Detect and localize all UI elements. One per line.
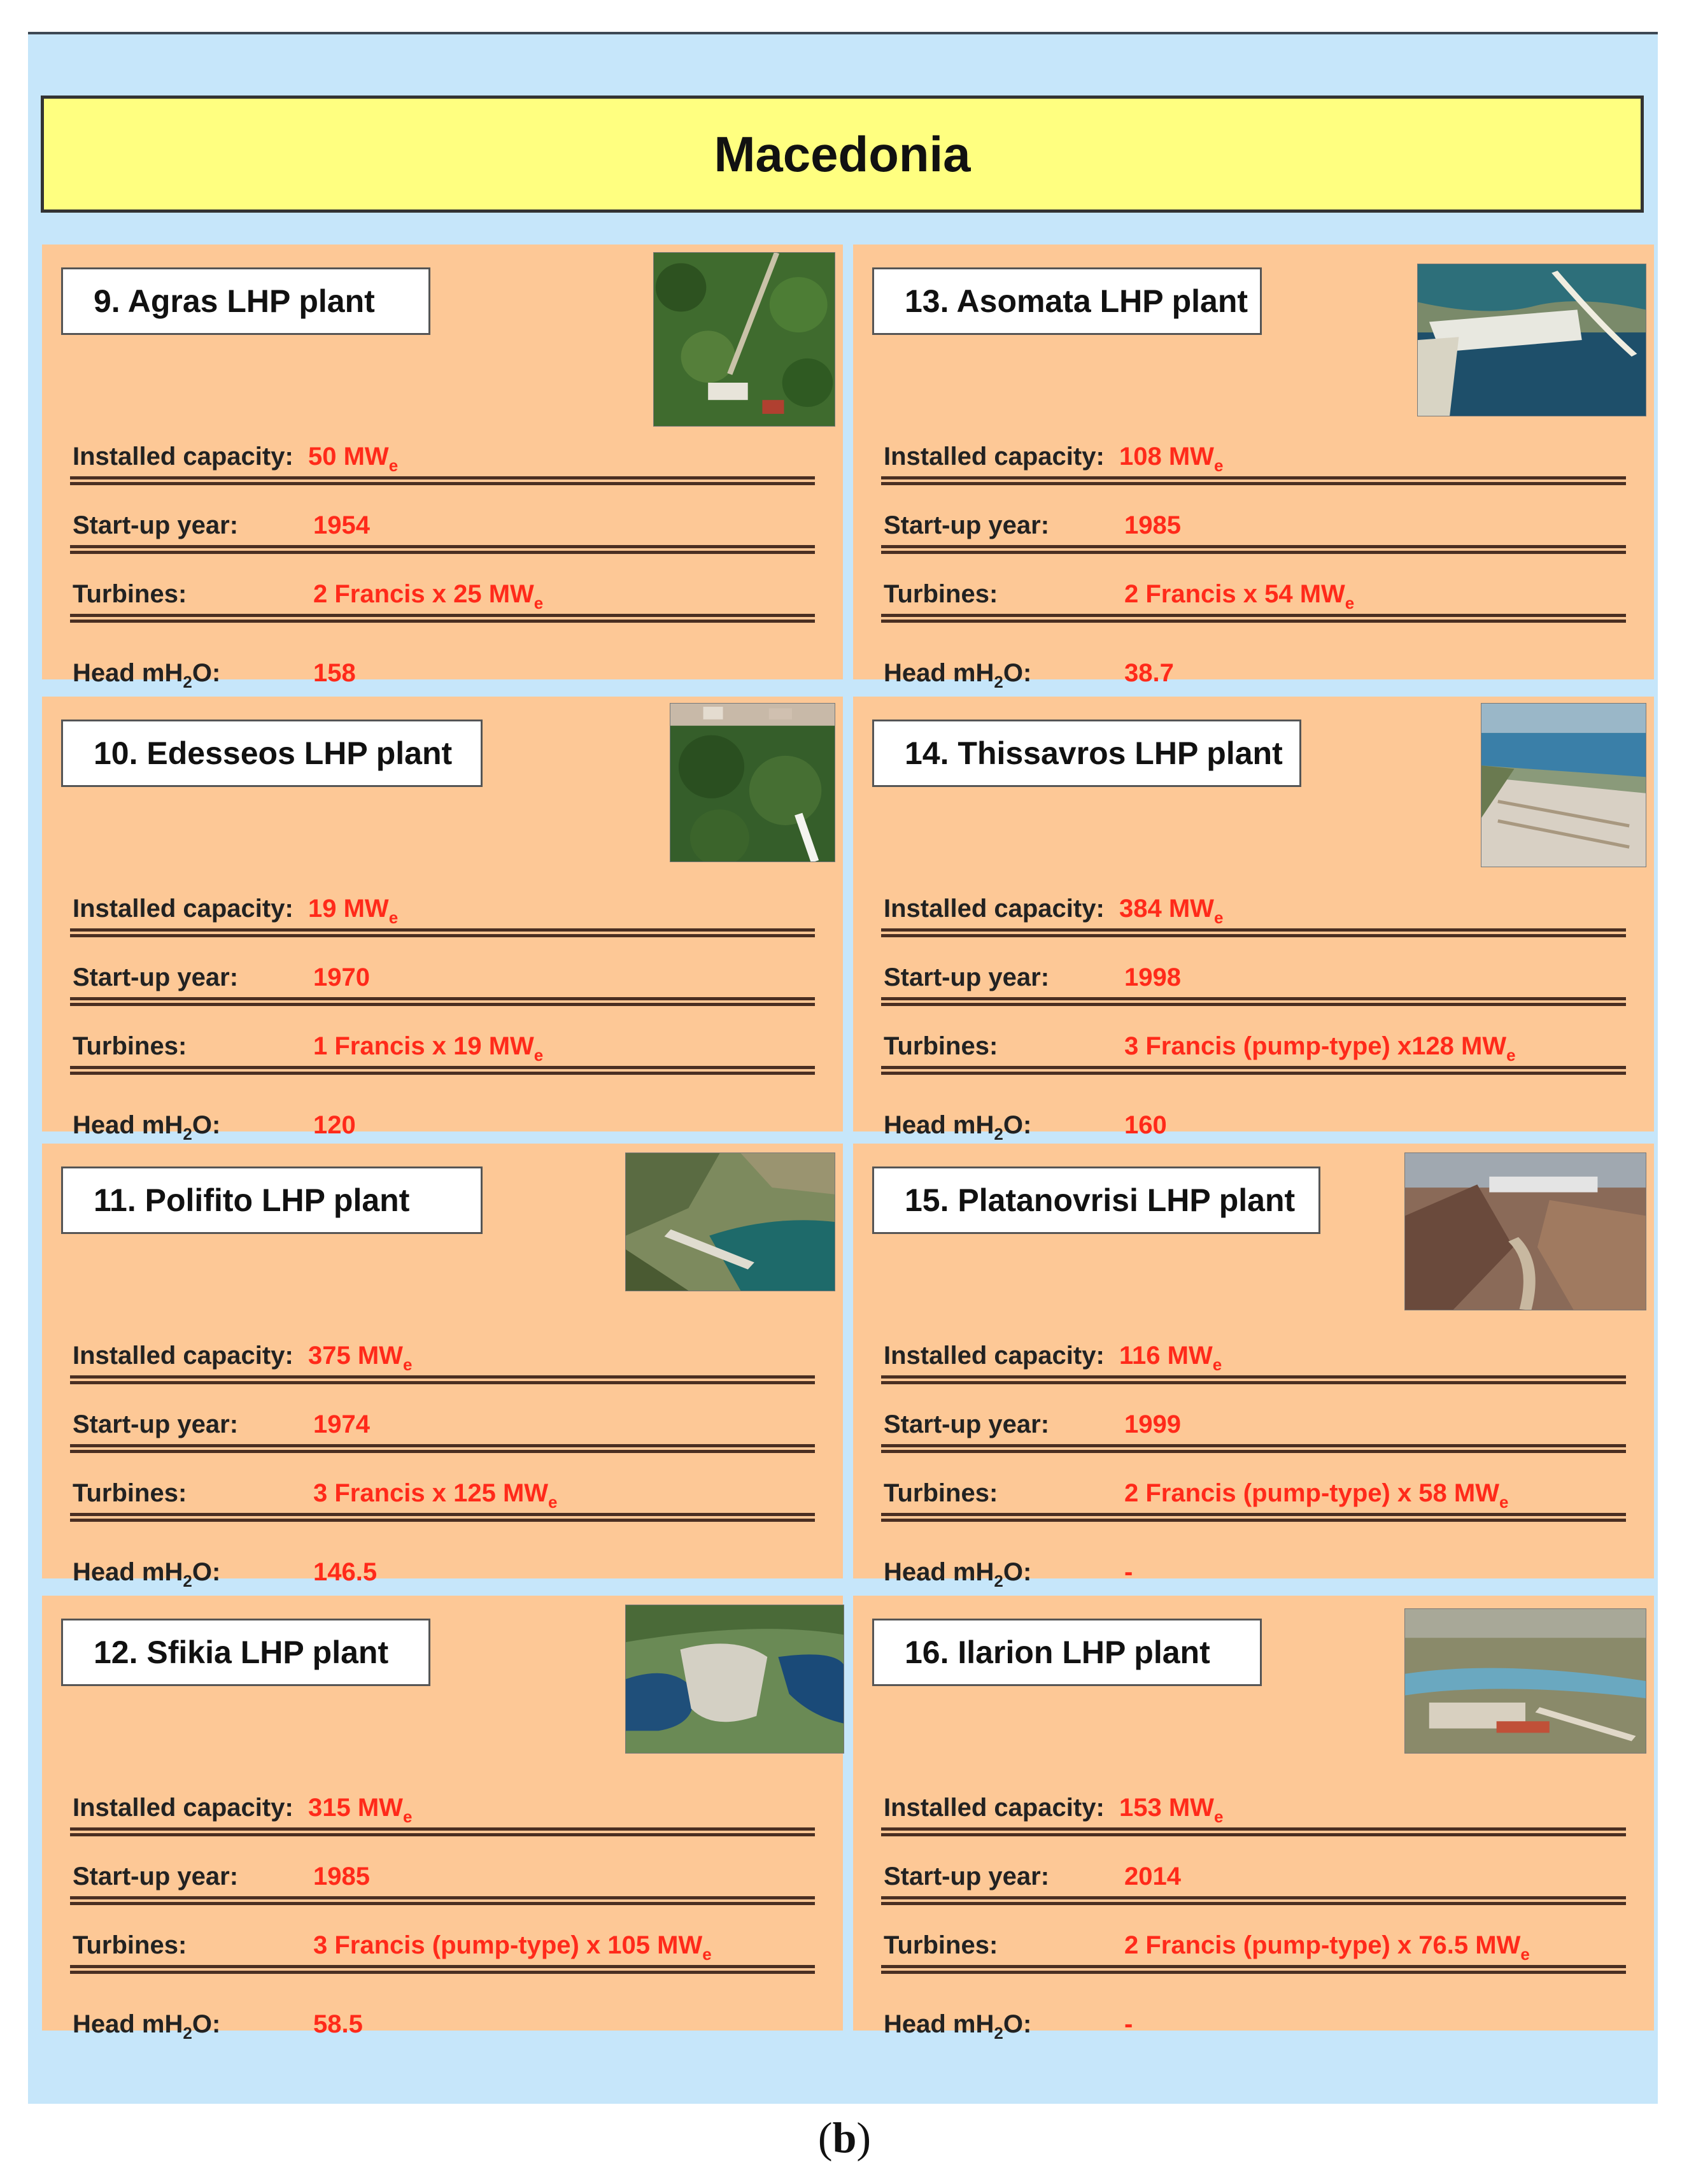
plant-title: 14. Thissavros LHP plant bbox=[872, 720, 1301, 787]
capacity-label: Installed capacity: bbox=[884, 1342, 1105, 1370]
year-label: Start-up year: bbox=[884, 511, 1050, 539]
turbines-value: 3 Francis (pump-type) x 105 $MW_e$ bbox=[313, 1931, 712, 1964]
capacity-row bbox=[70, 869, 815, 937]
capacity-label: Installed capacity: bbox=[73, 895, 293, 923]
year-row bbox=[70, 485, 815, 554]
head-value: 146.5 bbox=[313, 1558, 378, 1586]
year-label: Start-up year: bbox=[884, 963, 1050, 991]
turbines-label: Turbines: bbox=[884, 1032, 998, 1060]
head-label: Head $mH_2O$: bbox=[884, 1111, 1032, 1144]
plant-panel bbox=[853, 1596, 1654, 2043]
head-label: Head $mH_2O$: bbox=[73, 1558, 221, 1591]
head-value: 160 bbox=[1124, 1111, 1167, 1139]
head-label: Head $mH_2O$: bbox=[884, 2010, 1032, 2043]
head-label: Head $mH_2O$: bbox=[884, 659, 1032, 691]
head-label: Head $mH_2O$: bbox=[73, 659, 221, 691]
edesseos-photo bbox=[670, 703, 835, 862]
head-row bbox=[70, 1075, 815, 1145]
capacity-row bbox=[881, 1315, 1626, 1384]
head-row bbox=[881, 1075, 1626, 1145]
head-row bbox=[70, 1974, 815, 2044]
capacity-value: 375 $MW_e$ bbox=[308, 1342, 413, 1374]
turbines-row bbox=[881, 1453, 1626, 1522]
year-row bbox=[70, 1384, 815, 1453]
turbines-label: Turbines: bbox=[884, 1931, 998, 1959]
year-value: 1954 bbox=[313, 511, 370, 539]
plant-panel bbox=[42, 697, 843, 1144]
plant-panel bbox=[853, 697, 1654, 1144]
spec-table bbox=[70, 1768, 815, 2044]
head-value: - bbox=[1124, 2010, 1133, 2038]
head-value: 158 bbox=[313, 659, 356, 687]
figure-caption: (b) bbox=[817, 2113, 872, 2162]
year-value: 1998 bbox=[1124, 963, 1181, 991]
year-value: 1985 bbox=[1124, 511, 1181, 539]
head-value: - bbox=[1124, 1558, 1133, 1586]
turbines-row bbox=[881, 1006, 1626, 1075]
turbines-row bbox=[881, 1905, 1626, 1974]
head-row bbox=[881, 623, 1626, 693]
thissavros-photo bbox=[1481, 703, 1646, 867]
head-value: 120 bbox=[313, 1111, 356, 1139]
head-label: Head $mH_2O$: bbox=[884, 1558, 1032, 1591]
year-row bbox=[881, 485, 1626, 554]
plant-panel bbox=[853, 245, 1654, 691]
turbines-label: Turbines: bbox=[73, 1931, 187, 1959]
capacity-value: 315 $MW_e$ bbox=[308, 1794, 413, 1826]
turbines-row bbox=[70, 554, 815, 623]
capacity-row bbox=[70, 1768, 815, 1836]
capacity-row bbox=[881, 416, 1626, 485]
capacity-label: Installed capacity: bbox=[884, 895, 1105, 923]
spec-table bbox=[881, 1768, 1626, 2044]
year-row bbox=[881, 937, 1626, 1006]
turbines-value: 3 Francis (pump-type) x128 $MW_e$ bbox=[1124, 1032, 1516, 1065]
year-value: 2014 bbox=[1124, 1862, 1181, 1890]
year-label: Start-up year: bbox=[884, 1410, 1050, 1438]
year-value: 1970 bbox=[313, 963, 370, 991]
region-title: Macedonia bbox=[714, 125, 971, 182]
plant-panel bbox=[42, 1596, 843, 2043]
head-row bbox=[881, 1522, 1626, 1592]
turbines-label: Turbines: bbox=[73, 1479, 187, 1507]
year-row bbox=[881, 1836, 1626, 1905]
turbines-row bbox=[70, 1453, 815, 1522]
plant-title: 13. Asomata LHP plant bbox=[872, 267, 1262, 335]
turbines-row bbox=[70, 1006, 815, 1075]
plant-title: 11. Polifito LHP plant bbox=[61, 1166, 483, 1234]
capacity-value: 50 $MW_e$ bbox=[308, 443, 399, 475]
asomata-photo bbox=[1417, 264, 1646, 416]
year-label: Start-up year: bbox=[73, 511, 239, 539]
year-value: 1985 bbox=[313, 1862, 370, 1890]
capacity-row bbox=[881, 1768, 1626, 1836]
year-row bbox=[881, 1384, 1626, 1453]
capacity-label: Installed capacity: bbox=[73, 1794, 293, 1822]
spec-table bbox=[881, 416, 1626, 693]
region-banner bbox=[41, 96, 1644, 213]
plant-title: 9. Agras LHP plant bbox=[61, 267, 430, 335]
capacity-value: 153 $MW_e$ bbox=[1119, 1794, 1224, 1826]
head-value: 58.5 bbox=[313, 2010, 363, 2038]
figure-label: b bbox=[832, 2113, 857, 2162]
turbines-row bbox=[881, 554, 1626, 623]
capacity-row bbox=[70, 1315, 815, 1384]
turbines-value: 2 Francis (pump-type) x 76.5 $MW_e$ bbox=[1124, 1931, 1530, 1964]
ilarion-photo bbox=[1404, 1608, 1646, 1754]
year-label: Start-up year: bbox=[884, 1862, 1050, 1890]
head-row bbox=[881, 1974, 1626, 2044]
capacity-value: 19 $MW_e$ bbox=[308, 895, 399, 927]
head-row bbox=[70, 623, 815, 693]
turbines-value: 2 Francis x 54 $MW_e$ bbox=[1124, 580, 1355, 613]
capacity-label: Installed capacity: bbox=[884, 1794, 1105, 1822]
year-value: 1974 bbox=[313, 1410, 370, 1438]
capacity-value: 384 $MW_e$ bbox=[1119, 895, 1224, 927]
capacity-label: Installed capacity: bbox=[73, 443, 293, 471]
turbines-label: Turbines: bbox=[73, 1032, 187, 1060]
plant-title: 16. Ilarion LHP plant bbox=[872, 1619, 1262, 1686]
capacity-value: 108 $MW_e$ bbox=[1119, 443, 1224, 475]
year-label: Start-up year: bbox=[73, 1410, 239, 1438]
year-row bbox=[70, 1836, 815, 1905]
sfikia-photo bbox=[625, 1605, 844, 1754]
spec-table bbox=[881, 869, 1626, 1145]
capacity-label: Installed capacity: bbox=[884, 443, 1105, 471]
capacity-label: Installed capacity: bbox=[73, 1342, 293, 1370]
head-label: Head $mH_2O$: bbox=[73, 1111, 221, 1144]
turbines-label: Turbines: bbox=[884, 580, 998, 608]
spec-table bbox=[70, 416, 815, 693]
capacity-row bbox=[881, 869, 1626, 937]
year-label: Start-up year: bbox=[73, 1862, 239, 1890]
capacity-value: 116 $MW_e$ bbox=[1119, 1342, 1222, 1374]
head-value: 38.7 bbox=[1124, 659, 1174, 687]
plant-panel bbox=[42, 1144, 843, 1591]
spec-table bbox=[70, 869, 815, 1145]
turbines-row bbox=[70, 1905, 815, 1974]
agras-photo bbox=[653, 252, 835, 427]
spec-table bbox=[881, 1315, 1626, 1592]
plant-title: 10. Edesseos LHP plant bbox=[61, 720, 483, 787]
capacity-row bbox=[70, 416, 815, 485]
turbines-value: 2 Francis (pump-type) x 58 $MW_e$ bbox=[1124, 1479, 1509, 1512]
turbines-value: 2 Francis x 25 $MW_e$ bbox=[313, 580, 544, 613]
turbines-value: 1 Francis x 19 $MW_e$ bbox=[313, 1032, 544, 1065]
plant-title: 12. Sfikia LHP plant bbox=[61, 1619, 430, 1686]
polifito-photo bbox=[625, 1152, 835, 1291]
year-label: Start-up year: bbox=[73, 963, 239, 991]
plant-panel bbox=[853, 1144, 1654, 1591]
turbines-label: Turbines: bbox=[884, 1479, 998, 1507]
plant-panel bbox=[42, 245, 843, 691]
year-row bbox=[70, 937, 815, 1006]
turbines-value: 3 Francis x 125 $MW_e$ bbox=[313, 1479, 558, 1512]
poster bbox=[28, 34, 1658, 2104]
head-row bbox=[70, 1522, 815, 1592]
turbines-label: Turbines: bbox=[73, 580, 187, 608]
platanovrisi-photo bbox=[1404, 1152, 1646, 1310]
year-value: 1999 bbox=[1124, 1410, 1181, 1438]
head-label: Head $mH_2O$: bbox=[73, 2010, 221, 2043]
plant-title: 15. Platanovrisi LHP plant bbox=[872, 1166, 1320, 1234]
spec-table bbox=[70, 1315, 815, 1592]
